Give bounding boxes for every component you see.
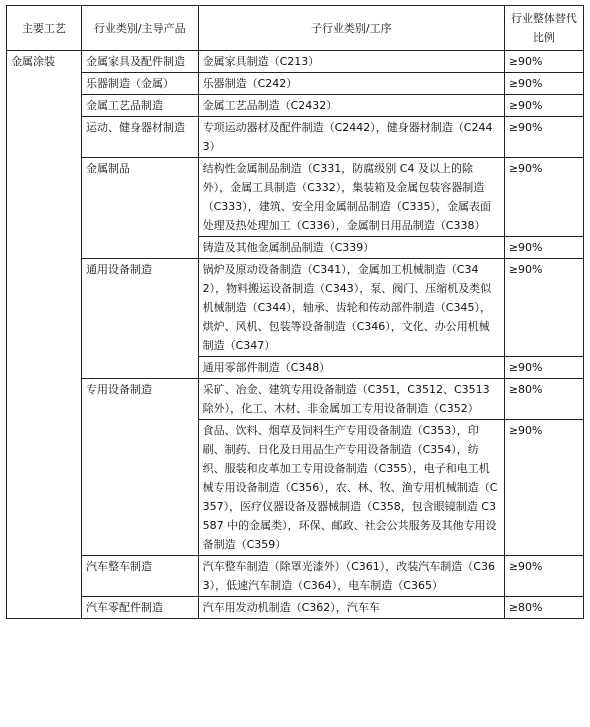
- ratio-cell: ≥90%: [504, 259, 583, 357]
- sub-industry-cell: 汽车整车制造（除罩光漆外）（C361），改装汽车制造（C363），低速汽车制造（C364），电车制造（C365）: [198, 556, 504, 597]
- table-row: [7, 259, 584, 357]
- industry-cell: 汽车整车制造: [81, 556, 198, 597]
- industry-cell: 金属制品: [81, 158, 198, 259]
- table-row: [7, 556, 584, 597]
- sub-industry-cell: 食品、饮料、烟草及饲料生产专用设备制造（C353），印刷、制药、日化及日用品生产专用设备制造（C354），纺织、服装和皮革加工专用设备制造（C355），电子和电工机械专用设备制造（C356），农、林、牧、渔专用机械制造（C357），医疗仪器设备及器械制造（C358，包含眼镜制造 C3587 中的金属类），环保、邮政、社会公共服务及其他专用设备制造（C359）: [198, 420, 504, 556]
- header-industry: 行业类别/主导产品: [81, 6, 198, 51]
- sub-industry-cell: 通用零部件制造（C348）: [198, 357, 504, 379]
- header-sub-industry: 子行业类别/工序: [198, 6, 504, 51]
- sub-industry-cell: 金属工艺品制造（C2432）: [198, 95, 504, 117]
- industry-cell: 乐器制造（金属）: [81, 73, 198, 95]
- industry-cell: 金属工艺品制造: [81, 95, 198, 117]
- table-row: [7, 73, 584, 95]
- industry-cell: 通用设备制造: [81, 259, 198, 379]
- ratio-cell: ≥90%: [504, 556, 583, 597]
- ratio-cell: ≥90%: [504, 73, 583, 95]
- ratio-cell: ≥90%: [504, 51, 583, 73]
- ratio-cell: ≥90%: [504, 158, 583, 237]
- process-cell: 金属涂装: [7, 51, 82, 619]
- ratio-cell: ≥90%: [504, 237, 583, 259]
- ratio-cell: ≥80%: [504, 597, 583, 619]
- sub-industry-cell: 结构性金属制品制造（C331，防腐级别 C4 及以上的除外），金属工具制造（C332），集装箱及金属包装容器制造（C333），建筑、安全用金属制品制造（C335），金属表面处理及热处理加工（C336），金属制日用品制造（C338）: [198, 158, 504, 237]
- substitution-table: [6, 5, 584, 619]
- sub-industry-cell: 铸造及其他金属制品制造（C339）: [198, 237, 504, 259]
- ratio-cell: ≥90%: [504, 420, 583, 556]
- sub-industry-cell: 专项运动器材及配件制造（C2442），健身器材制造（C2443）: [198, 117, 504, 158]
- sub-industry-cell: 汽车用发动机制造（C362），汽车车: [198, 597, 504, 619]
- sub-industry-cell: 金属家具制造（C213）: [198, 51, 504, 73]
- ratio-cell: ≥90%: [504, 357, 583, 379]
- industry-cell: 运动、健身器材制造: [81, 117, 198, 158]
- table-row: [7, 51, 584, 73]
- industry-cell: 金属家具及配件制造: [81, 51, 198, 73]
- industry-cell: 专用设备制造: [81, 379, 198, 556]
- industry-cell: 汽车零配件制造: [81, 597, 198, 619]
- header-ratio: 行业整体替代比例: [504, 6, 583, 51]
- sub-industry-cell: 乐器制造（C242）: [198, 73, 504, 95]
- table-row: [7, 95, 584, 117]
- table-row: [7, 158, 584, 237]
- ratio-cell: ≥90%: [504, 117, 583, 158]
- ratio-cell: ≥80%: [504, 379, 583, 420]
- table-row: [7, 379, 584, 420]
- sub-industry-cell: 锅炉及原动设备制造（C341），金属加工机械制造（C342），物料搬运设备制造（C343），泵、阀门、压缩机及类似机械制造（C344），轴承、齿轮和传动部件制造（C345），烘炉、风机、包装等设备制造（C346），文化、办公用机械制造（C347）: [198, 259, 504, 357]
- table-row: [7, 117, 584, 158]
- header-process: 主要工艺: [7, 6, 82, 51]
- table-row: [7, 597, 584, 619]
- ratio-cell: ≥90%: [504, 95, 583, 117]
- header-row: [7, 6, 584, 51]
- sub-industry-cell: 采矿、冶金、建筑专用设备制造（C351，C3512、C3513 除外），化工、木材、非金属加工专用设备制造（C352）: [198, 379, 504, 420]
